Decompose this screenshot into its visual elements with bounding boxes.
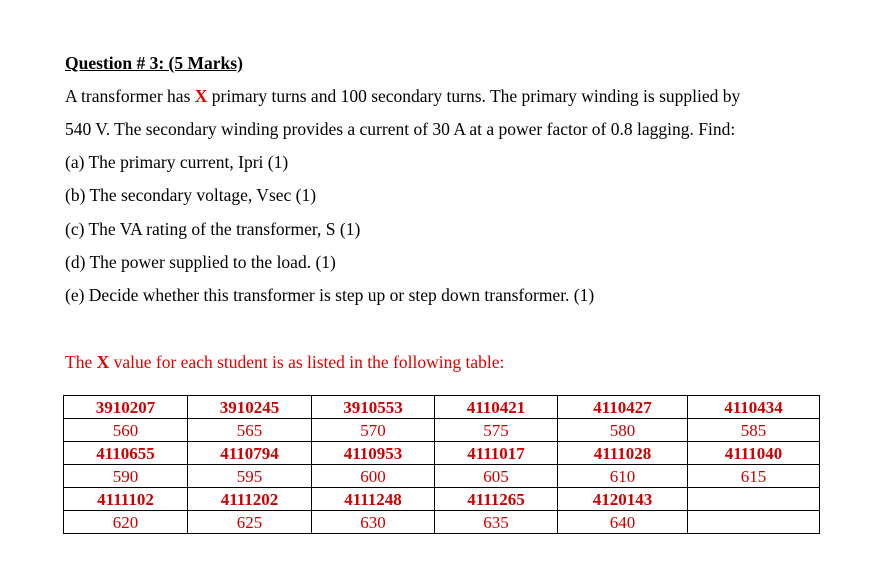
x-value-cell: 615: [688, 465, 820, 488]
intro-text-before-x: A transformer has: [65, 86, 195, 106]
question-part-a: (a) The primary current, Ipri (1): [65, 152, 289, 172]
x-value-cell: [688, 511, 820, 534]
student-id-cell: [688, 488, 820, 511]
student-id-cell: 4110655: [64, 442, 188, 465]
table-intro: [65, 352, 504, 372]
question-intro-line-2: 540 V. The secondary winding provides a current of 30 A at a power factor of 0.8 lagging. Find:: [65, 119, 736, 139]
x-value-cell: 595: [188, 465, 312, 488]
student-id-cell: 4110953: [312, 442, 435, 465]
student-id-cell: 3910245: [188, 396, 312, 419]
question-intro-line-1: [65, 86, 740, 106]
x-value-cell: 570: [312, 419, 435, 442]
table-row-ids: [64, 442, 820, 465]
student-id-cell: 4111265: [435, 488, 558, 511]
student-id-cell: 4111017: [435, 442, 558, 465]
table-row-ids: [64, 396, 820, 419]
student-id-cell: 4110427: [558, 396, 688, 419]
student-id-cell: 4111202: [188, 488, 312, 511]
x-value-cell: 590: [64, 465, 188, 488]
student-id-cell: 4111102: [64, 488, 188, 511]
x-symbol: X: [194, 86, 208, 106]
x-value-cell: 620: [64, 511, 188, 534]
question-heading: Question # 3: (5 Marks): [65, 53, 243, 73]
question-part-c: (c) The VA rating of the transformer, S (1): [65, 219, 361, 239]
x-value-cell: 630: [312, 511, 435, 534]
table-intro-after-x: value for each student is as listed in the following table:: [109, 352, 505, 372]
x-value-cell: 640: [558, 511, 688, 534]
student-id-cell: 4111248: [312, 488, 435, 511]
table-row-ids: [64, 488, 820, 511]
student-id-cell: 4110794: [188, 442, 312, 465]
x-value-cell: 605: [435, 465, 558, 488]
x-value-cell: 625: [188, 511, 312, 534]
table-intro-before-x: The: [65, 352, 97, 372]
table-row-values: [64, 511, 820, 534]
student-id-cell: 4120143: [558, 488, 688, 511]
x-value-cell: 560: [64, 419, 188, 442]
question-part-d: (d) The power supplied to the load. (1): [65, 252, 336, 272]
x-value-cell: 580: [558, 419, 688, 442]
question-part-b: (b) The secondary voltage, Vsec (1): [65, 185, 317, 205]
x-value-cell: 565: [188, 419, 312, 442]
x-value-cell: 635: [435, 511, 558, 534]
intro-text-after-x: primary turns and 100 secondary turns. The primary winding is supplied by: [207, 86, 741, 106]
question-part-e: (e) Decide whether this transformer is step up or step down transformer. (1): [65, 285, 595, 305]
student-id-cell: 3910207: [64, 396, 188, 419]
x-value-cell: 575: [435, 419, 558, 442]
student-id-cell: 4110421: [435, 396, 558, 419]
student-id-cell: 4111040: [688, 442, 820, 465]
student-id-cell: 4110434: [688, 396, 820, 419]
student-id-cell: 4111028: [558, 442, 688, 465]
table-row-values: [64, 465, 820, 488]
student-id-cell: 3910553: [312, 396, 435, 419]
x-value-cell: 610: [558, 465, 688, 488]
table-row-values: [64, 419, 820, 442]
x-values-table: [63, 395, 820, 534]
x-value-cell: 600: [312, 465, 435, 488]
x-value-cell: 585: [688, 419, 820, 442]
x-symbol: X: [96, 352, 110, 372]
